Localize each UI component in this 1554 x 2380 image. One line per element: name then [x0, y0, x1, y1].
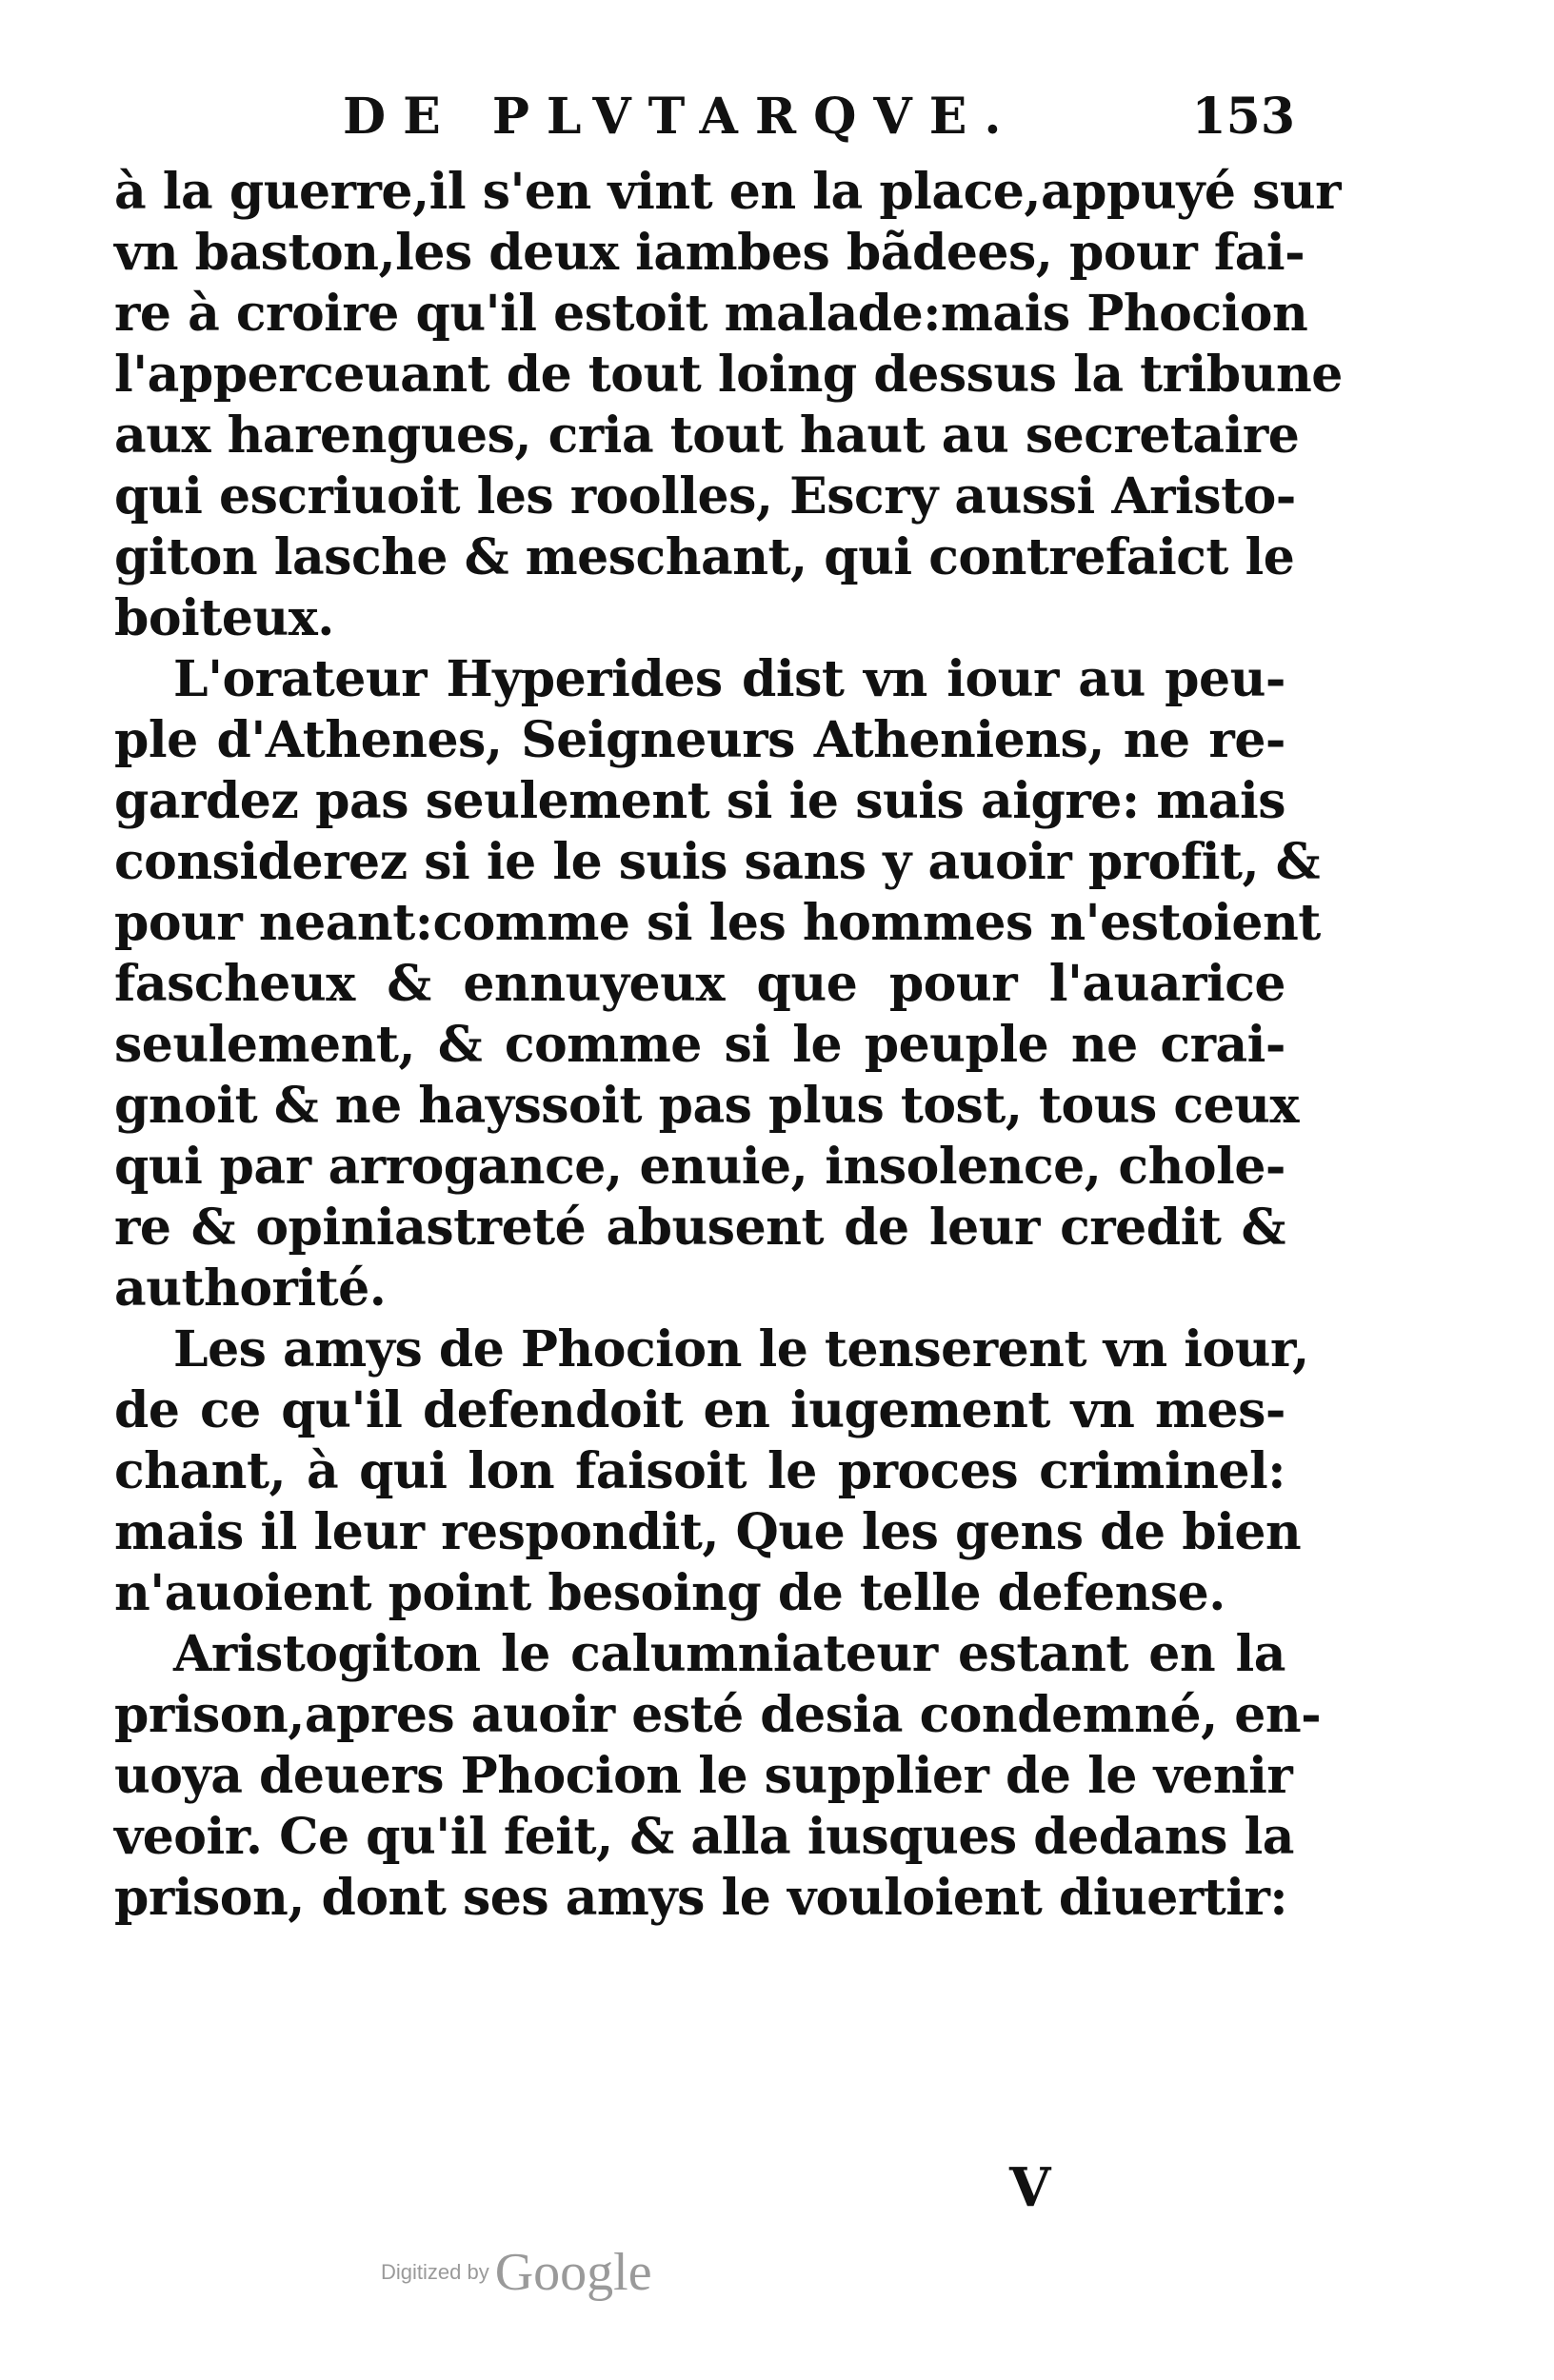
text-line: ple d'Athenes, Seigneurs Atheniens, ne re- — [114, 711, 1285, 769]
text-line: chant, à qui lon faisoit le proces criminel: — [114, 1442, 1285, 1500]
text-line: Les amys de Phocion le tenserent vn iour, — [173, 1320, 1309, 1378]
text-line: Aristogiton le calumniateur estant en la — [173, 1625, 1285, 1683]
text-line: à la guerre,il s'en vint en la place,appuyé sur — [114, 163, 1342, 221]
text-line: uoya deuers Phocion le supplier de le venir — [114, 1747, 1293, 1805]
page-header — [343, 88, 1295, 164]
page-number: 153 — [1191, 88, 1295, 146]
text-line: prison,apres auoir esté desia condemné, en- — [114, 1686, 1322, 1744]
text-line: qui escriuoit les roolles, Escry aussi Aristo- — [114, 467, 1296, 526]
text-line: de ce qu'il defendoit en iugement vn mes- — [114, 1381, 1285, 1439]
text-line: giton lasche & meschant, qui contrefaict le — [114, 528, 1295, 586]
text-line: gardez pas seulement si ie suis aigre: mais — [114, 772, 1285, 830]
text-line: gnoit & ne hayssoit pas plus tost, tous ceux — [114, 1077, 1299, 1135]
text-line: prison, dont ses amys le vouloient diuertir: — [114, 1869, 1288, 1927]
text-line: aux harengues, cria tout haut au secretaire — [114, 407, 1300, 465]
text-line: L'orateur Hyperides dist vn iour au peu- — [173, 650, 1285, 708]
text-line: considerez si ie le suis sans y auoir profit, & — [114, 833, 1321, 891]
text-line: authorité. — [114, 1259, 387, 1318]
body-text — [114, 162, 1343, 1929]
watermark-prefix: Digitized by — [381, 2260, 489, 2284]
text-line: boiteux. — [114, 589, 334, 647]
digitized-by-watermark — [381, 2242, 652, 2303]
catchword: V — [1009, 2156, 1051, 2219]
google-logo: Google — [494, 2243, 652, 2302]
text-line: veoir. Ce qu'il feit, & alla iusques dedans la — [114, 1808, 1294, 1866]
text-line: n'auoient point besoing de telle defense. — [114, 1564, 1225, 1622]
text-line: vn baston,les deux iambes bãdees, pour fai- — [114, 224, 1305, 282]
text-line: pour neant:comme si les hommes n'estoient — [114, 894, 1321, 952]
text-line: re & opiniastreté abusent de leur credit & — [114, 1199, 1285, 1257]
text-line: mais il leur respondit, Que les gens de bien — [114, 1503, 1302, 1561]
text-line: seulement, & comme si le peuple ne crai- — [114, 1016, 1285, 1074]
running-title: DE PLVTARQVE. — [343, 88, 1019, 146]
text-line: re à croire qu'il estoit malade:mais Phocion — [114, 285, 1308, 343]
text-line: l'apperceuant de tout loing dessus la tribune — [114, 346, 1343, 404]
text-line: qui par arrogance, enuie, insolence, chole- — [114, 1138, 1285, 1196]
text-line: fascheux & ennuyeux que pour l'auarice — [114, 955, 1285, 1013]
